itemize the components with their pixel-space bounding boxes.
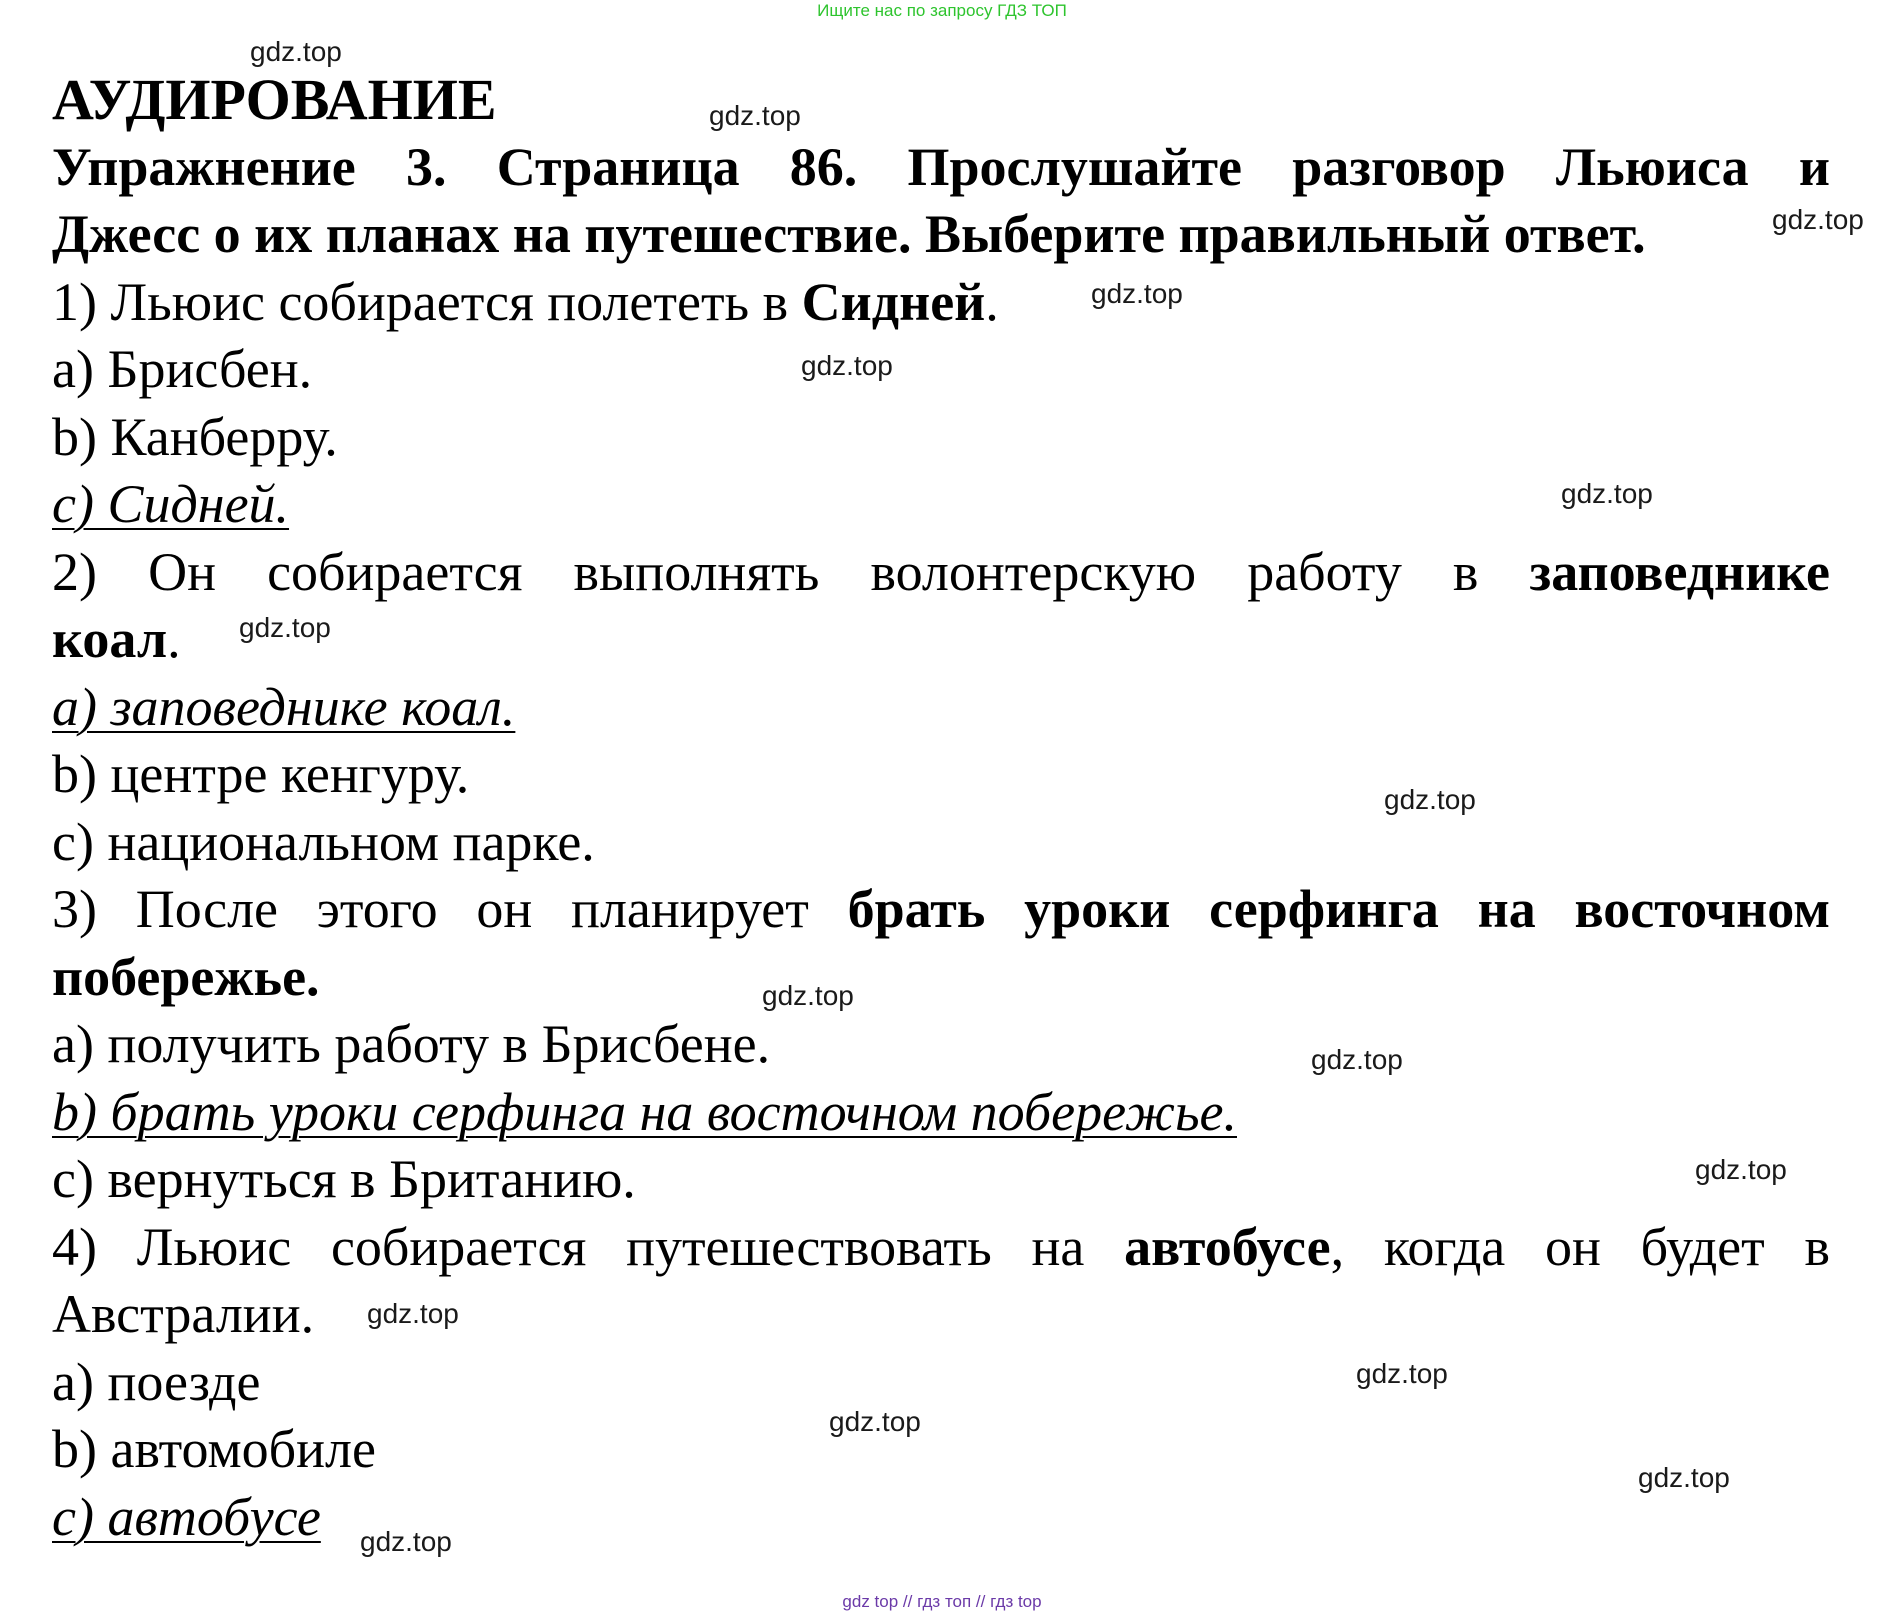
question-keyword: побережье. (52, 946, 320, 1007)
question-keyword: автобусе (1124, 1216, 1331, 1277)
question-tail: , когда он будет в (1330, 1216, 1830, 1277)
instruction-line-2: Джесс о их планах на путешествие. Выберите правильный ответ. (52, 204, 1646, 264)
watermark: gdz.top (1772, 204, 1864, 235)
question-1-option-a: a) Брисбен. (52, 339, 313, 399)
watermark: gdz.top (1356, 1358, 1448, 1389)
exercise-content (52, 66, 1830, 1551)
question-keyword: коал (52, 609, 168, 669)
watermark: gdz.top (709, 100, 801, 131)
question-3-option-c: c) вернуться в Британию. (52, 1149, 636, 1209)
question-1-option-b: b) Канберру. (52, 406, 338, 467)
correct-answer: c) автобусе (52, 1486, 321, 1547)
question-keyword: заповеднике (1529, 541, 1830, 602)
question-2-option-a (52, 674, 1830, 742)
question-text: 1) Льюис собирается полететь в (52, 271, 802, 332)
question-1-stem (52, 269, 1830, 337)
question-2-option-b: b) центре кенгуру. (52, 744, 470, 804)
watermark: gdz.top (801, 350, 893, 381)
question-2-stem-line-1 (52, 539, 1830, 607)
watermark: gdz.top (367, 1298, 459, 1329)
question-4-stem-line-2: Австралии. (52, 1284, 315, 1344)
question-text: 4) Льюис собирается путешествовать на (52, 1216, 1125, 1277)
question-4-stem-line-1 (52, 1214, 1830, 1282)
watermark: gdz.top (360, 1526, 452, 1557)
watermark: gdz.top (1695, 1154, 1787, 1185)
question-keyword: Сидней (801, 271, 986, 332)
correct-answer: a) заповеднике коал. (52, 676, 516, 737)
question-tail: . (167, 609, 181, 669)
top-banner: Ищите нас по запросу ГДЗ ТОП (817, 1, 1067, 20)
watermark: gdz.top (1638, 1462, 1730, 1493)
question-tail: . (985, 271, 999, 332)
watermark: gdz.top (762, 980, 854, 1011)
question-4-option-a: a) поезде (52, 1351, 261, 1412)
question-3-stem-line-2 (52, 944, 1830, 1012)
correct-answer: c) Сидней. (52, 474, 290, 534)
question-3-stem-line-1 (52, 876, 1830, 944)
correct-answer: b) брать уроки серфинга на восточном побережье. (52, 1081, 1237, 1142)
watermark: gdz.top (239, 612, 331, 643)
question-2-option-c: c) национальном парке. (52, 811, 595, 872)
watermark: gdz.top (1091, 278, 1183, 309)
watermark: gdz.top (250, 36, 342, 67)
watermark: gdz.top (1311, 1044, 1403, 1075)
question-4-option-b: b) автомобиле (52, 1419, 376, 1479)
question-3-option-a: a) получить работу в Брисбене. (52, 1014, 771, 1074)
question-text: 3) После этого он планирует (52, 879, 848, 939)
question-text: 2) Он собирается выполнять волонтерскую работу в (52, 541, 1530, 602)
watermark: gdz.top (829, 1406, 921, 1437)
watermark: gdz.top (1561, 478, 1653, 509)
instruction-line-1: Упражнение 3. Страница 86. Прослушайте разговор Льюиса и (52, 136, 1830, 197)
page-title: АУДИРОВАНИЕ (52, 67, 497, 132)
question-keyword: брать уроки серфинга на восточном (847, 879, 1831, 939)
question-4-option-c (52, 1484, 1830, 1552)
watermark: gdz.top (1384, 784, 1476, 815)
question-3-option-b (52, 1079, 1830, 1147)
footer-links: gdz top // гдз топ // гдз top (842, 1592, 1042, 1611)
